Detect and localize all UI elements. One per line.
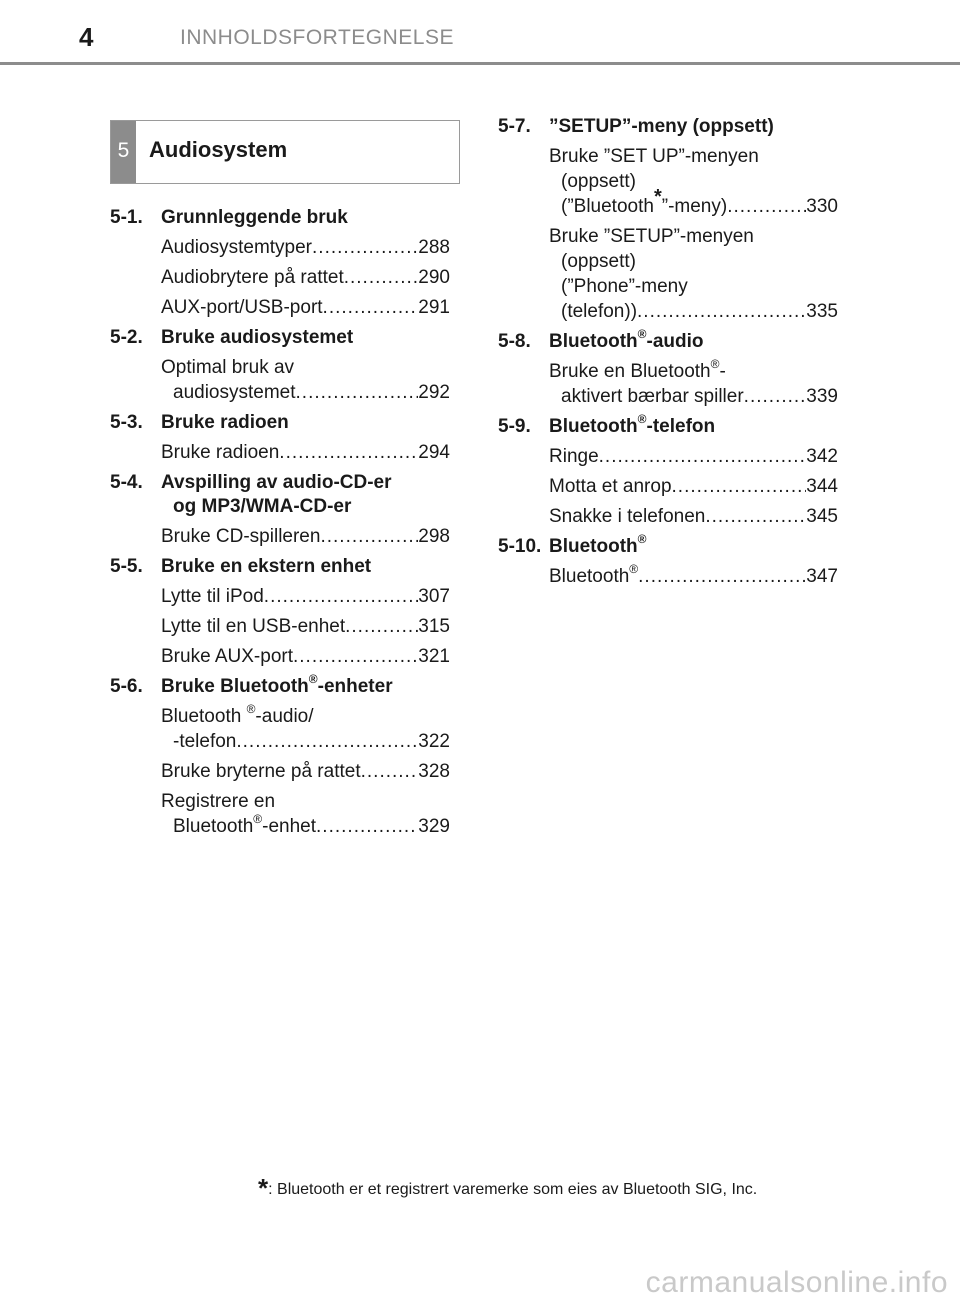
section-title: Audiosystem bbox=[149, 137, 288, 162]
toc-entry[interactable] bbox=[161, 789, 450, 839]
chapter-title: Bluetooth bbox=[549, 331, 638, 352]
page-ref: 321 bbox=[418, 646, 450, 667]
dot-leader bbox=[312, 235, 418, 260]
entry-title: Motta et anrop bbox=[549, 476, 672, 497]
chapter-heading[interactable] bbox=[498, 411, 838, 439]
entry-title: Bruke AUX-port bbox=[161, 646, 293, 667]
entry-title-line: (”Phone”-meny bbox=[561, 276, 688, 297]
toc-entry[interactable] bbox=[161, 355, 450, 405]
registered-mark: ® bbox=[637, 326, 647, 341]
chapter-number: 5-10. bbox=[498, 536, 542, 557]
entry-title: Lytte til en USB-enhet bbox=[161, 616, 346, 637]
chapter-heading[interactable] bbox=[110, 555, 450, 579]
entry-title-line: Optimal bruk av bbox=[161, 357, 295, 378]
toc-entry[interactable] bbox=[161, 644, 450, 669]
registered-mark: ® bbox=[308, 671, 318, 686]
dot-leader bbox=[296, 380, 419, 405]
chapter-title-line2: og MP3/WMA-CD-er bbox=[173, 496, 352, 517]
header-rule bbox=[0, 62, 960, 65]
chapter-number: 5-8. bbox=[498, 331, 531, 352]
chapter-number: 5-6. bbox=[110, 676, 143, 697]
page-ref: 291 bbox=[418, 297, 450, 318]
page-ref: 290 bbox=[418, 267, 450, 288]
toc-right-column bbox=[498, 115, 838, 589]
dot-leader bbox=[744, 384, 807, 409]
toc-entry[interactable] bbox=[161, 584, 450, 609]
chapter-number: 5-1. bbox=[110, 207, 143, 228]
entry-title: Bruke bryterne på rattet bbox=[161, 761, 361, 782]
toc-entry[interactable] bbox=[549, 444, 838, 469]
entry-title-line: (oppsett) bbox=[561, 171, 636, 192]
toc-entry[interactable] bbox=[161, 524, 450, 549]
toc-left-column bbox=[110, 206, 450, 839]
entry-title-line: Bruke ”SETUP”-menyen bbox=[549, 226, 754, 247]
registered-mark: ® bbox=[637, 531, 647, 546]
chapter-title: Bluetooth bbox=[549, 536, 638, 557]
entry-title: Lytte til iPod bbox=[161, 586, 264, 607]
chapter-heading[interactable] bbox=[498, 531, 838, 559]
registered-mark: ® bbox=[629, 561, 639, 576]
toc-entry[interactable] bbox=[549, 224, 838, 324]
toc-entry[interactable] bbox=[161, 440, 450, 465]
page-ref: 294 bbox=[418, 442, 450, 463]
dot-leader bbox=[279, 440, 418, 465]
chapter-title-suffix: -telefon bbox=[646, 416, 716, 437]
page-ref: 339 bbox=[806, 386, 838, 407]
watermark[interactable]: carmanualsonline.info bbox=[645, 1266, 948, 1299]
dot-leader bbox=[361, 759, 419, 784]
entry-title: (”Bluetooth bbox=[561, 196, 654, 217]
header-title: INNHOLDSFORTEGNELSE bbox=[180, 26, 454, 49]
entry-title-suffix: -audio/ bbox=[255, 706, 314, 727]
dot-leader bbox=[705, 504, 806, 529]
dot-leader bbox=[264, 584, 419, 609]
chapter-title-suffix: -enheter bbox=[317, 676, 393, 697]
chapter-number: 5-3. bbox=[110, 412, 143, 433]
page-ref: 288 bbox=[418, 237, 450, 258]
chapter-title: Bruke audiosystemet bbox=[161, 327, 354, 348]
dot-leader bbox=[320, 524, 418, 549]
entry-title: Bruke CD-spilleren bbox=[161, 526, 321, 547]
entry-title: Snakke i telefonen bbox=[549, 506, 706, 527]
chapter-number: 5-5. bbox=[110, 556, 143, 577]
entry-title-suffix: ”-meny) bbox=[661, 196, 728, 217]
toc-entry[interactable] bbox=[161, 235, 450, 260]
dot-leader bbox=[727, 194, 806, 219]
entry-title: audiosystemet bbox=[173, 382, 296, 403]
entry-title: (telefon)) bbox=[561, 301, 638, 322]
chapter-title: Avspilling av audio-CD-er bbox=[161, 472, 392, 493]
chapter-number: 5-9. bbox=[498, 416, 531, 437]
chapter-title: Bluetooth bbox=[549, 416, 638, 437]
chapter-title: ”SETUP”-meny (oppsett) bbox=[549, 116, 774, 137]
chapter-heading[interactable] bbox=[110, 411, 450, 435]
entry-title-suffix: - bbox=[719, 361, 726, 382]
chapter-heading[interactable] bbox=[110, 326, 450, 350]
dot-leader bbox=[344, 265, 419, 290]
page-ref: 298 bbox=[418, 526, 450, 547]
footnote bbox=[258, 1170, 757, 1201]
page-ref: 345 bbox=[806, 506, 838, 527]
registered-mark: ® bbox=[246, 701, 256, 716]
entry-title-line2: aktivert bærbar spiller bbox=[561, 386, 744, 407]
toc-entry[interactable] bbox=[161, 701, 450, 754]
entry-title: AUX-port/USB-port bbox=[161, 297, 323, 318]
chapter-number: 5-7. bbox=[498, 116, 531, 137]
page-ref: 329 bbox=[418, 816, 450, 837]
chapter-title: Bruke radioen bbox=[161, 412, 289, 433]
entry-title: Bluetooth bbox=[173, 816, 254, 837]
chapter-title: Bruke Bluetooth bbox=[161, 676, 309, 697]
dot-leader bbox=[345, 614, 418, 639]
chapter-heading[interactable] bbox=[110, 471, 450, 519]
toc-entry[interactable] bbox=[161, 614, 450, 639]
entry-title: Bruke radioen bbox=[161, 442, 280, 463]
entry-title: Bluetooth bbox=[549, 566, 630, 587]
page-number: 4 bbox=[79, 22, 94, 52]
chapter-heading[interactable] bbox=[498, 115, 838, 139]
dot-leader bbox=[599, 444, 807, 469]
chapter-heading[interactable] bbox=[110, 206, 450, 230]
entry-title: Ringe bbox=[549, 446, 599, 467]
chapter-heading[interactable] bbox=[498, 326, 838, 354]
chapter-heading[interactable] bbox=[110, 671, 450, 699]
entry-title-line: Registrere en bbox=[161, 791, 276, 812]
page-ref: 342 bbox=[806, 446, 838, 467]
page-ref: 335 bbox=[806, 301, 838, 322]
page-ref: 330 bbox=[806, 196, 838, 217]
dot-leader bbox=[637, 299, 806, 324]
dot-leader bbox=[323, 295, 419, 320]
section-tab: 5 bbox=[111, 121, 136, 183]
registered-mark: ® bbox=[637, 411, 647, 426]
entry-title-line: Bruke ”SET UP”-menyen bbox=[549, 146, 759, 167]
registered-mark: ® bbox=[710, 356, 720, 371]
page-ref: 347 bbox=[806, 566, 838, 587]
entry-title: Audiosystemtyper bbox=[161, 237, 313, 258]
page-ref: 292 bbox=[418, 382, 450, 403]
dot-leader bbox=[672, 474, 807, 499]
footnote-asterisk: * bbox=[258, 1173, 269, 1203]
toc-entry[interactable] bbox=[549, 144, 838, 219]
chapter-title-suffix: -audio bbox=[646, 331, 704, 352]
dot-leader bbox=[293, 644, 418, 669]
entry-title-suffix: -enhet bbox=[262, 816, 317, 837]
page-ref: 328 bbox=[418, 761, 450, 782]
entry-title: Bluetooth bbox=[161, 706, 247, 727]
entry-title: Audiobrytere på rattet bbox=[161, 267, 344, 288]
entry-title-line: (oppsett) bbox=[561, 251, 636, 272]
registered-mark: ® bbox=[253, 811, 263, 826]
entry-title-line2: -telefon bbox=[173, 731, 237, 752]
dot-leader bbox=[638, 564, 806, 589]
toc-entry[interactable] bbox=[161, 295, 450, 320]
page-ref: 307 bbox=[418, 586, 450, 607]
toc-entry[interactable] bbox=[161, 265, 450, 290]
dot-leader bbox=[236, 729, 418, 754]
dot-leader bbox=[316, 814, 418, 839]
page-ref: 315 bbox=[418, 616, 450, 637]
chapter-number: 5-4. bbox=[110, 472, 143, 493]
toc-entry[interactable] bbox=[161, 759, 450, 784]
chapter-number: 5-2. bbox=[110, 327, 143, 348]
entry-title: Bruke en Bluetooth bbox=[549, 361, 711, 382]
asterisk-mark: * bbox=[653, 185, 662, 208]
toc-entry[interactable] bbox=[549, 474, 838, 499]
toc-entry[interactable] bbox=[549, 504, 838, 529]
toc-entry[interactable] bbox=[549, 356, 838, 409]
chapter-title: Grunnleggende bruk bbox=[161, 207, 348, 228]
footnote-text: : Bluetooth er et registrert varemerke som eies av Bluetooth SIG, Inc. bbox=[268, 1181, 758, 1198]
page-ref: 322 bbox=[418, 731, 450, 752]
toc-entry[interactable] bbox=[549, 561, 838, 589]
chapter-title: Bruke en ekstern enhet bbox=[161, 556, 372, 577]
section-box bbox=[110, 120, 460, 184]
page-ref: 344 bbox=[806, 476, 838, 497]
